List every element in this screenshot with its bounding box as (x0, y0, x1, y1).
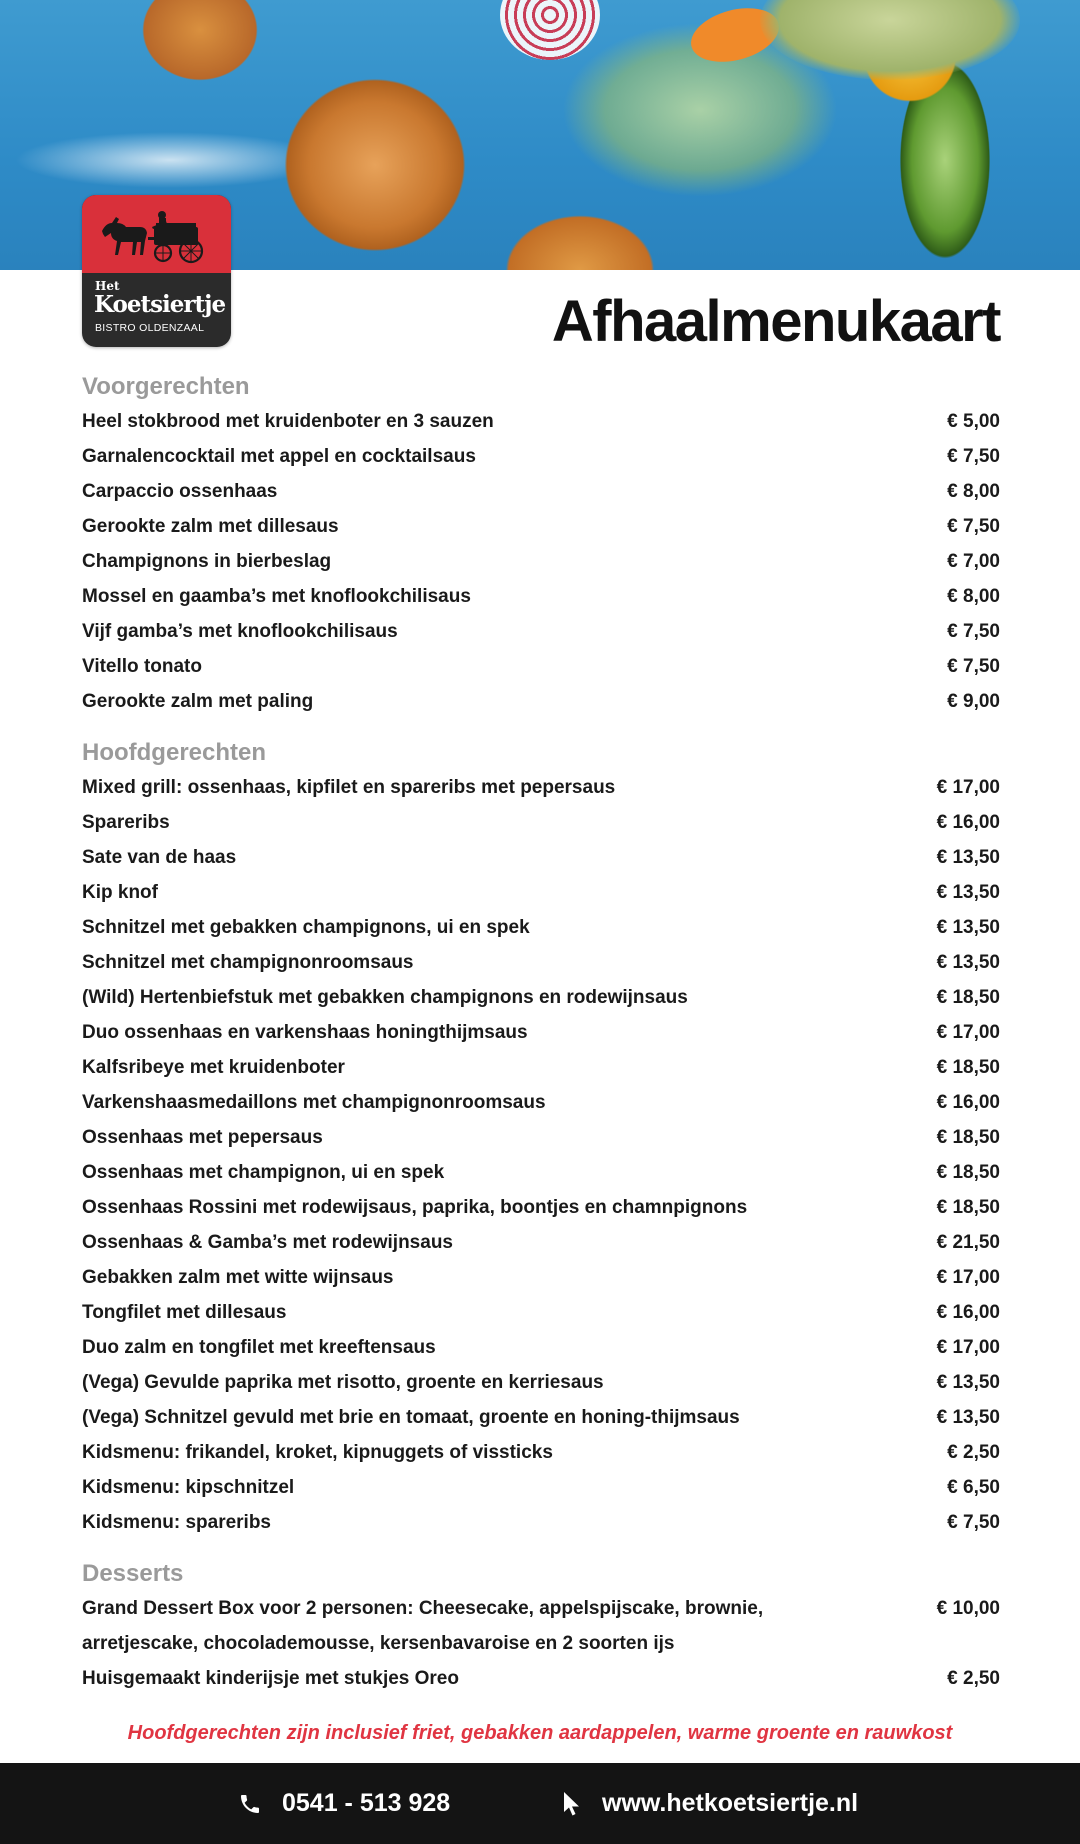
item-name: Mossel en gaamba’s met knoflookchilisaus (82, 586, 471, 607)
item-price: € 17,00 (936, 1337, 1000, 1358)
menu-item (82, 1470, 1000, 1505)
item-name: Spareribs (82, 812, 170, 833)
item-name: Ossenhaas met pepersaus (82, 1127, 323, 1148)
item-price: € 18,50 (936, 1057, 1000, 1078)
section-hoofdgerechten (82, 736, 1000, 1540)
item-name: Garnalencocktail met appel en cocktailsaus (82, 446, 476, 467)
menu-item (82, 614, 1000, 649)
item-name: Duo ossenhaas en varkenshaas honingthijmsaus (82, 1022, 528, 1043)
item-name: Gebakken zalm met witte wijnsaus (82, 1267, 394, 1288)
menu-item (82, 1505, 1000, 1540)
menu-item (82, 404, 1000, 439)
item-name: Champignons in bierbeslag (82, 551, 332, 572)
page-title: Afhaalmenukaart (551, 289, 1000, 354)
item-name: Gerookte zalm met paling (82, 691, 314, 712)
menu-item (82, 1015, 1000, 1050)
logo-het: Het (95, 279, 120, 293)
item-name: Kidsmenu: frikandel, kroket, kipnuggets of vissticks (82, 1442, 553, 1463)
section-title: Hoofdgerechten (82, 739, 267, 766)
item-price: € 18,50 (936, 987, 1000, 1008)
menu-item (82, 1155, 1000, 1190)
item-name: Schnitzel met champignonroomsaus (82, 952, 414, 973)
menu-item (82, 1120, 1000, 1155)
item-name: Gerookte zalm met dillesaus (82, 516, 339, 537)
item-name: Vijf gamba’s met knoflookchilisaus (82, 621, 398, 642)
item-price: € 7,50 (947, 1512, 1000, 1533)
item-name: Kidsmenu: spareribs (82, 1512, 271, 1533)
menu-item (82, 1190, 1000, 1225)
item-price: € 21,50 (936, 1232, 1000, 1253)
menu-item (82, 1050, 1000, 1085)
menu-item (82, 579, 1000, 614)
menu-item (82, 509, 1000, 544)
item-name: (Vega) Schnitzel gevuld met brie en tomaat, groente en honing-thijmsaus (82, 1407, 740, 1428)
item-name: Heel stokbrood met kruidenboter en 3 sauzen (82, 411, 494, 432)
item-price: € 13,50 (936, 882, 1000, 903)
cursor-icon (562, 1791, 582, 1817)
item-name: Mixed grill: ossenhaas, kipfilet en spareribs met pepersaus (82, 777, 616, 798)
menu-item (82, 1225, 1000, 1260)
section-title: Desserts (82, 1560, 184, 1587)
item-price: € 13,50 (936, 917, 1000, 938)
horse-carriage-icon (96, 207, 218, 267)
menu-item (82, 1260, 1000, 1295)
item-price: € 13,50 (936, 1407, 1000, 1428)
menu-item (82, 910, 1000, 945)
item-price: € 13,50 (936, 952, 1000, 973)
item-price: € 17,00 (936, 1267, 1000, 1288)
item-price: € 13,50 (936, 847, 1000, 868)
menu-item (82, 1435, 1000, 1470)
menu-item (82, 945, 1000, 980)
item-name: Duo zalm en tongfilet met kreeftensaus (82, 1337, 436, 1358)
item-name: Huisgemaakt kinderijsje met stukjes Oreo (82, 1668, 459, 1689)
menu-item (82, 805, 1000, 840)
item-price: € 8,00 (947, 481, 1000, 502)
item-name: Varkenshaasmedaillons met champignonroomsaus (82, 1092, 546, 1113)
item-price: € 7,00 (947, 551, 1000, 572)
item-price: € 13,50 (936, 1372, 1000, 1393)
menu-item (82, 875, 1000, 910)
menu-item (82, 439, 1000, 474)
website-link[interactable] (562, 1763, 858, 1844)
item-price: € 2,50 (947, 1668, 1000, 1689)
item-name: (Wild) Hertenbiefstuk met gebakken champignons en rodewijnsaus (82, 987, 688, 1008)
item-price: € 16,00 (936, 812, 1000, 833)
footer-bar (0, 1763, 1080, 1844)
menu-item (82, 1085, 1000, 1120)
item-price: € 5,00 (947, 411, 1000, 432)
item-price: € 8,00 (947, 586, 1000, 607)
item-name: Ossenhaas Rossini met rodewijsaus, paprika, boontjes en chamnpignons (82, 1197, 748, 1218)
item-price: € 16,00 (936, 1302, 1000, 1323)
menu-item (82, 684, 1000, 719)
item-price: € 7,50 (947, 516, 1000, 537)
menu-item (82, 649, 1000, 684)
item-price: € 7,50 (947, 621, 1000, 642)
menu-item (82, 840, 1000, 875)
phone-icon (238, 1792, 262, 1816)
menu-item (82, 1661, 1000, 1696)
item-price: € 9,00 (947, 691, 1000, 712)
item-name: (Vega) Gevulde paprika met risotto, groente en kerriesaus (82, 1372, 604, 1393)
phone-contact[interactable] (238, 1763, 450, 1844)
item-name: Sate van de haas (82, 847, 237, 868)
item-name: Carpaccio ossenhaas (82, 481, 278, 502)
menu-item (82, 1591, 1000, 1661)
item-price: € 6,50 (947, 1477, 1000, 1498)
menu-item (82, 544, 1000, 579)
phone-number: 0541 - 513 928 (282, 1789, 451, 1817)
menu-item (82, 980, 1000, 1015)
item-name: Schnitzel met gebakken champignons, ui en spek (82, 917, 530, 938)
item-name: Ossenhaas & Gamba’s met rodewijnsaus (82, 1232, 453, 1253)
menu-item (82, 1400, 1000, 1435)
item-price: € 18,50 (936, 1197, 1000, 1218)
item-price: € 18,50 (936, 1162, 1000, 1183)
logo-name: Koetsiertje (94, 291, 226, 318)
menu-item (82, 474, 1000, 509)
item-name: Kip knof (82, 882, 158, 903)
restaurant-logo[interactable] (82, 195, 231, 347)
menu-item (82, 1295, 1000, 1330)
item-price: € 16,00 (936, 1092, 1000, 1113)
item-price: € 7,50 (947, 656, 1000, 677)
item-name: Kalfsribeye met kruidenboter (82, 1057, 345, 1078)
item-price: € 18,50 (936, 1127, 1000, 1148)
menu-item (82, 1330, 1000, 1365)
item-price: € 7,50 (947, 446, 1000, 467)
menu-item (82, 770, 1000, 805)
section-voorgerechten (82, 370, 1000, 719)
item-price: € 17,00 (936, 1022, 1000, 1043)
item-price: € 2,50 (947, 1442, 1000, 1463)
lettuce-leaf (760, 0, 1020, 80)
item-name: Kidsmenu: kipschnitzel (82, 1477, 295, 1498)
logo-subtitle: BISTRO OLDENZAAL (95, 322, 205, 334)
section-desserts (82, 1557, 1000, 1696)
menu-item (82, 1365, 1000, 1400)
website-url: www.hetkoetsiertje.nl (602, 1789, 859, 1817)
section-title: Voorgerechten (82, 373, 250, 400)
item-name: Ossenhaas met champignon, ui en spek (82, 1162, 445, 1183)
radish-slice (500, 0, 600, 60)
item-name: Tongfilet met dillesaus (82, 1302, 287, 1323)
item-price: € 17,00 (936, 777, 1000, 798)
item-name: Grand Dessert Box voor 2 personen: Cheesecake, appelspijscake, brownie, arretjescake, chocolademousse, kersenbavaroise en 2 soorten ijs (82, 1598, 764, 1654)
item-name: Vitello tonato (82, 656, 202, 677)
item-price: € 10,00 (936, 1598, 1000, 1619)
side-dishes-note: Hoofdgerechten zijn inclusief friet, gebakken aardappelen, warme groente en rauwkost (127, 1722, 953, 1744)
